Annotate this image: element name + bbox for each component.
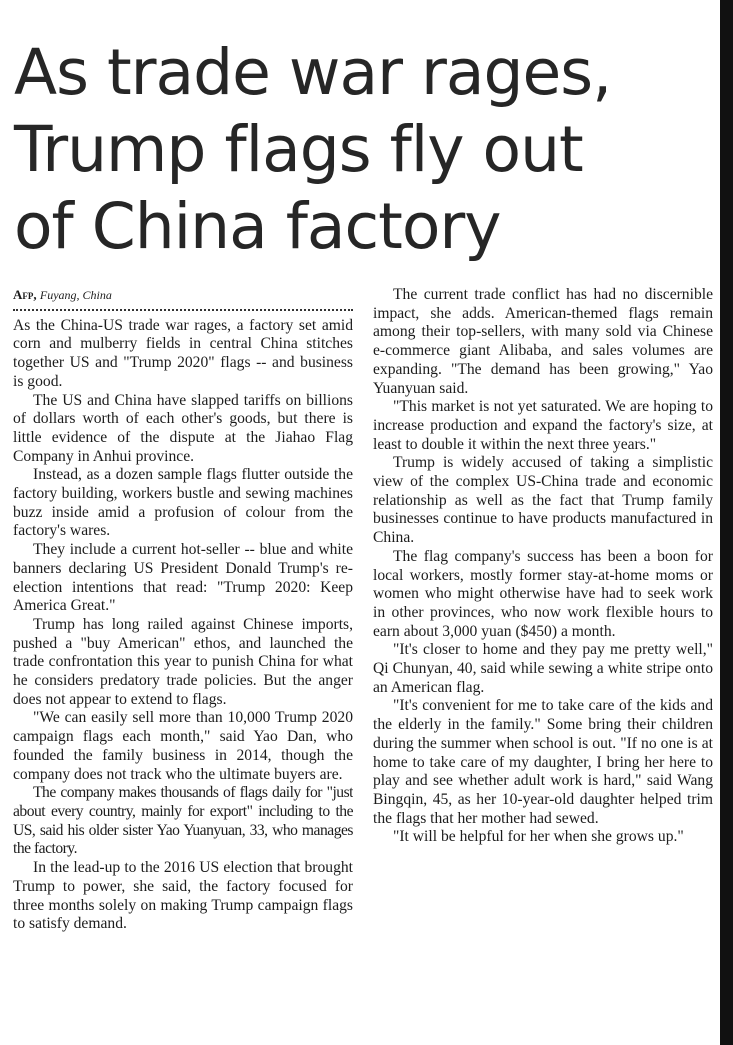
article-paragraph: In the lead-up to the 2016 US election that brought Trump to power, she said, the factory focused for three months solely on making Trump campaign flags to satisfy demand. [13,859,353,933]
article-paragraph: The current trade conflict has had no discernible impact, she adds. American-themed flags remain among their top-sellers, with many sold via Chinese e-commerce giant Alibaba, and sales volumes are expanding. "The demand has been growing," Yao Yuanyuan said. [373,286,713,397]
article-paragraph: "This market is not yet saturated. We are hoping to increase production and expand the factory's size, at least to double it within the next three years." [373,398,713,453]
article-paragraph: The US and China have slapped tariffs on billions of dollars worth of each other's goods, but there is little evidence of the dispute at the Jiahao Flag Company in Anhui province. [13,391,353,465]
dotted-divider [13,309,353,311]
headline [14,34,714,265]
article-paragraph: Trump is widely accused of taking a simplistic view of the complex US-China trade and economic relationship as well as the fact that Trump family businesses continue to have products manufactured in China. [373,454,713,547]
byline [13,286,353,305]
page-edge-border [720,0,733,1045]
byline-place: Fuyang, China [39,288,112,302]
article-paragraph: "It will be helpful for her when she grows up." [393,828,684,846]
article-paragraph: The flag company's success has been a boon for local workers, mostly former stay-at-home moms or women who might otherwise have had to seek work in other provinces, who now work flexible hours to earn about 3,000 yuan ($450) a month. [373,547,713,640]
article-column-right [373,286,713,1041]
headline-line: Trump flags fly out [14,113,583,186]
article-paragraph: The company makes thousands of flags daily for "just about every country, mainly for export" including to the US, said his older sister Yao Yuanyuan, 33, who manages the factory. [13,784,353,858]
article-column-left [13,286,353,1041]
article-paragraph: "We can easily sell more than 10,000 Trump 2020 campaign flags each month," said Yao Dan, who founded the family business in 2014, though the company does not track who the ultimate buyers are. [13,709,353,783]
article-paragraph: Trump has long railed against Chinese imports, pushed a "buy American" ethos, and launched the trade confrontation this year to punish China for what he considers predatory trade policies. But the anger does not appear to extend to flags. [13,615,353,708]
headline-line: As trade war rages, [14,36,612,109]
article-paragraph: They include a current hot-seller -- blue and white banners declaring US President Donald Trump's re-election intentions that read: "Trump 2020: Keep America Great." [13,541,353,615]
article-paragraph: Instead, as a dozen sample flags flutter outside the factory building, workers bustle and sewing machines buzz inside amid a profusion of colour from the factory's wares. [13,466,353,540]
headline-line: of China factory [14,190,501,263]
article-paragraph: "It's closer to home and they pay me pretty well," Qi Chunyan, 40, said while sewing a white stripe onto an American flag. [373,641,713,696]
article-paragraph: As the China-US trade war rages, a factory set amid corn and mulberry fields in central China stitches together US and "Trump 2020" flags -- and business is good. [13,316,353,390]
byline-agency: Afp, [13,287,37,302]
article-paragraph: "It's convenient for me to take care of the kids and the elderly in the family." Some bring their children during the summer when school is out. "If no one is at home to take care of my daughter, I bring her here to play and see whether adult work is hard," said Wang Bingqin, 45, as her 10-year-old daughter helped trim the flags that her mother had sewed. [373,697,713,827]
